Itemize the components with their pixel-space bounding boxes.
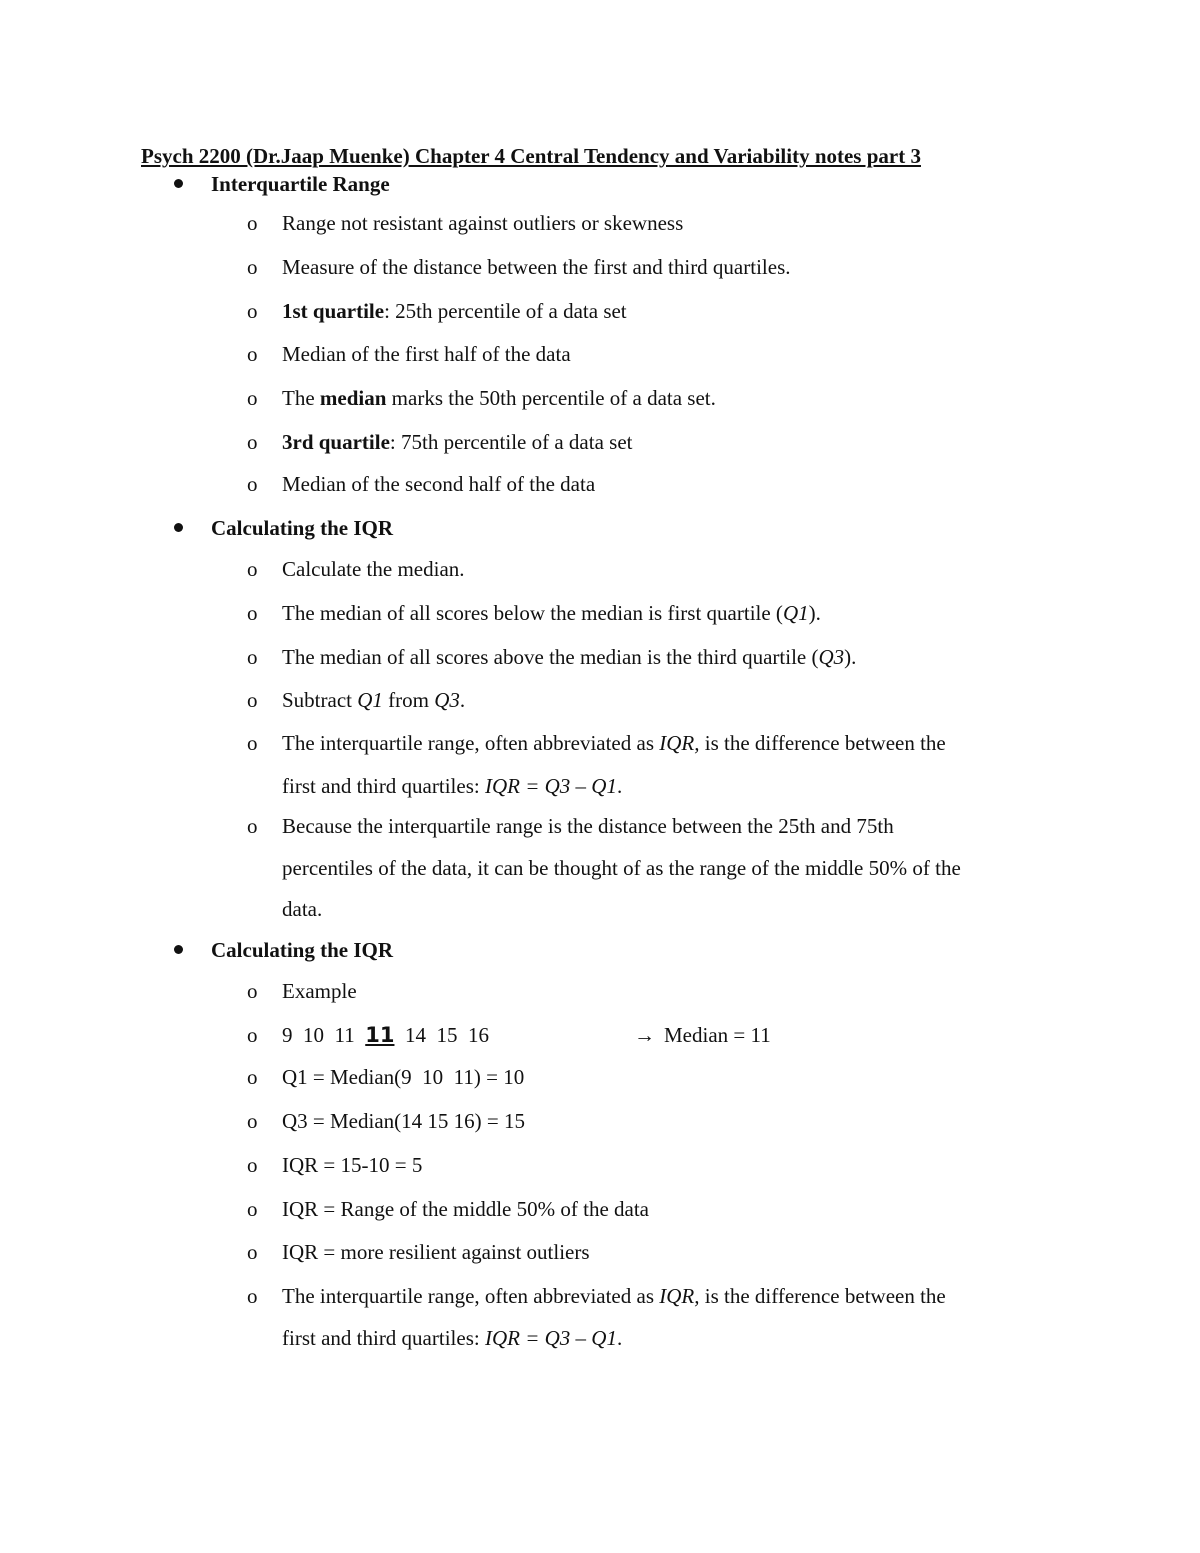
- sub-bullet: o: [247, 814, 258, 838]
- sub-bullet: o: [247, 557, 258, 581]
- list-item: The median of all scores above the median is the third quartile (Q3).: [282, 645, 857, 669]
- sub-bullet: o: [247, 979, 258, 1003]
- list-item: The interquartile range, often abbreviated as IQR, is the difference between the: [282, 731, 946, 755]
- sub-bullet: o: [247, 645, 258, 669]
- sub-bullet: o: [247, 688, 258, 712]
- sub-bullet: o: [247, 342, 258, 366]
- page-title: Psych 2200 (Dr.Jaap Muenke) Chapter 4 Central Tendency and Variability notes part 3: [141, 144, 921, 168]
- list-item: Range not resistant against outliers or skewness: [282, 211, 684, 235]
- list-item: Subtract Q1 from Q3.: [282, 688, 466, 712]
- section-heading-calculating-iqr: Calculating the IQR: [211, 516, 394, 540]
- term-first-quartile: 1st quartile: [282, 299, 385, 323]
- list-item: Example: [282, 979, 357, 1003]
- list-item: Because the interquartile range is the distance between the 25th and 75th: [282, 814, 894, 838]
- list-item-continuation: percentiles of the data, it can be thought of as the range of the middle 50% of the: [282, 856, 961, 880]
- median-result: Median = 11: [664, 1023, 771, 1047]
- sub-bullet: o: [247, 1109, 258, 1133]
- term-third-quartile: 3rd quartile: [282, 430, 390, 454]
- list-item: The median of all scores below the median is first quartile (Q1).: [282, 601, 821, 625]
- term-median: median: [319, 386, 387, 410]
- sub-bullet: o: [247, 731, 258, 755]
- sub-bullet: o: [247, 255, 258, 279]
- sub-bullet: o: [247, 601, 258, 625]
- sub-bullet: o: [247, 1023, 258, 1047]
- list-item: Median of the second half of the data: [282, 472, 596, 496]
- list-item: IQR = 15-10 = 5: [282, 1153, 423, 1177]
- list-item-continuation: data.: [282, 897, 323, 921]
- sub-bullet: o: [247, 211, 258, 235]
- median-value: 11: [365, 1023, 395, 1047]
- bullet-dot: [174, 945, 183, 954]
- bullet-dot: [174, 179, 183, 188]
- list-item: Measure of the distance between the first and third quartiles.: [282, 255, 791, 279]
- list-item: The interquartile range, often abbreviated as IQR, is the difference between the: [282, 1284, 946, 1308]
- sub-bullet: o: [247, 1240, 258, 1264]
- sub-bullet: o: [247, 1153, 258, 1177]
- sub-bullet: o: [247, 1284, 258, 1308]
- sub-bullet: o: [247, 472, 258, 496]
- bullet-dot: [174, 523, 183, 532]
- list-item: IQR = more resilient against outliers: [282, 1240, 590, 1264]
- sub-bullet: o: [247, 1197, 258, 1221]
- section-heading-calculating-iqr-example: Calculating the IQR: [211, 938, 394, 962]
- list-item-continuation: first and third quartiles: IQR = Q3 – Q1.: [282, 1326, 623, 1350]
- sub-bullet: o: [247, 430, 258, 454]
- list-item: Q3 = Median(14 15 16) = 15: [282, 1109, 525, 1133]
- section-heading-interquartile-range: Interquartile Range: [211, 172, 390, 196]
- list-item: 3rd quartile: 75th percentile of a data set: [282, 430, 633, 454]
- arrow-right-icon: →: [634, 1023, 655, 1047]
- list-item: Q1 = Median(9 10 11) = 10: [282, 1065, 525, 1089]
- list-item: 1st quartile: 25th percentile of a data set: [282, 299, 627, 323]
- sub-bullet: o: [247, 299, 258, 323]
- list-item: IQR = Range of the middle 50% of the data: [282, 1197, 649, 1221]
- sub-bullet: o: [247, 386, 258, 410]
- list-item-continuation: first and third quartiles: IQR = Q3 – Q1.: [282, 774, 623, 798]
- list-item: Calculate the median.: [282, 557, 465, 581]
- list-item: The median marks the 50th percentile of a data set.: [282, 386, 716, 410]
- example-data-set: 9 10 11 11 14 15 16: [282, 1023, 489, 1047]
- sub-bullet: o: [247, 1065, 258, 1089]
- list-item: Median of the first half of the data: [282, 342, 571, 366]
